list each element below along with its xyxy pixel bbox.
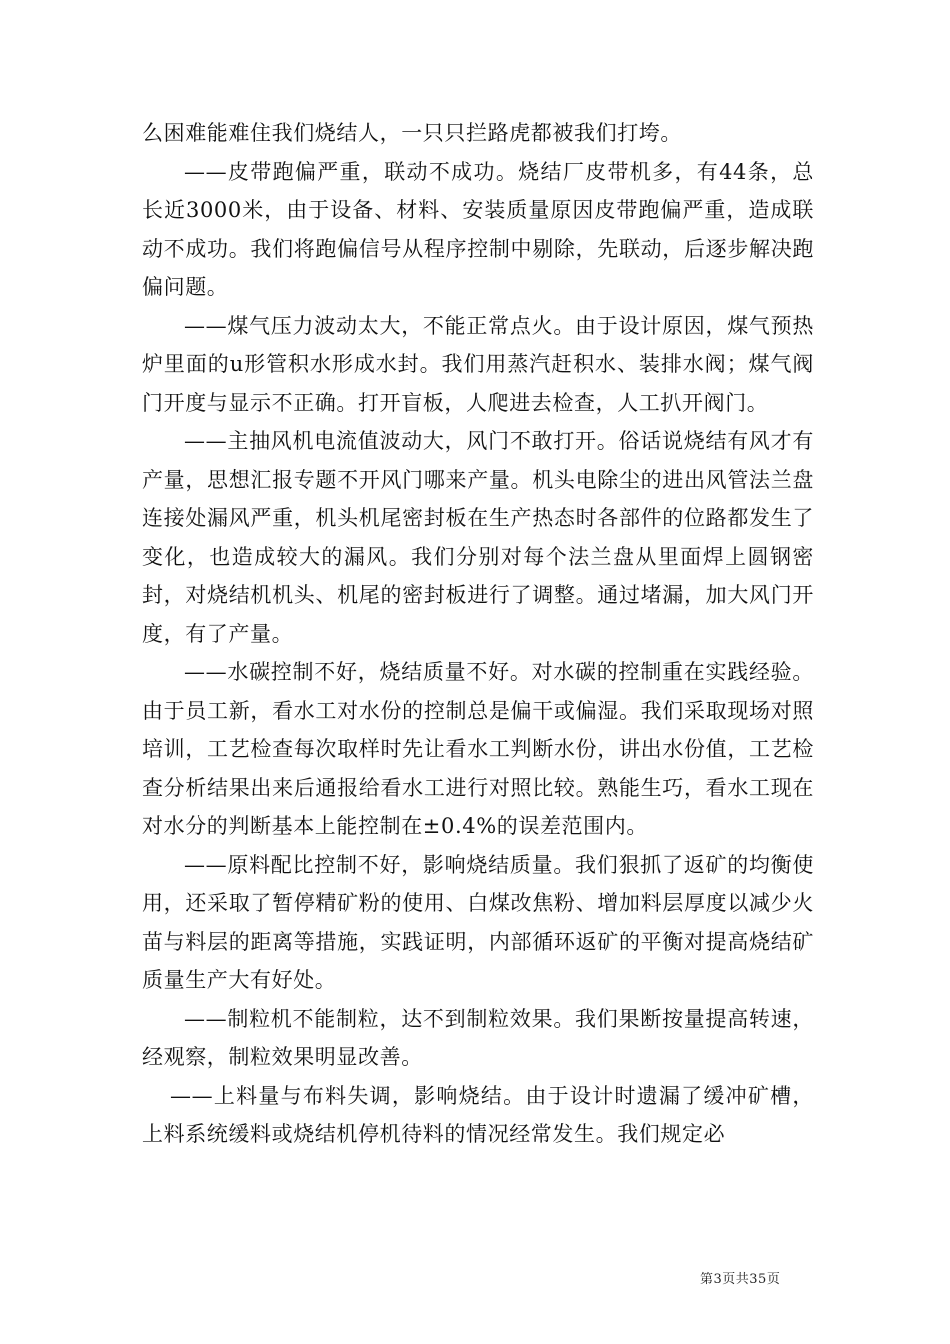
paragraph-raw-material-ratio: ——原料配比控制不好，影响烧结质量。我们狠抓了返矿的均衡使用，还采取了暂停精矿粉的使用、白煤改焦粉、增加料层厚度以减少火苗与料层的距离等措施，实践证明，内部循环返矿的平衡对提高烧结矿质量生产大有好处。 xyxy=(142,852,814,992)
page-number-footer: 第3页共35页 xyxy=(700,1272,781,1287)
paragraph-gas-pressure: ——煤气压力波动太大，不能正常点火。由于设计原因，煤气预热炉里面的u形管积水形成水封。我们用蒸汽赶积水、装排水阀；煤气阀门开度与显示不正确。打开盲板，人爬进去检查，人工扒开阀门。 xyxy=(142,313,814,415)
paragraph-granulator: ——制粒机不能制粒，达不到制粒效果。我们果断按量提高转速，经观察，制粒效果明显改善。 xyxy=(142,1006,814,1069)
paragraph-water-carbon: ——水碳控制不好，烧结质量不好。对水碳的控制重在实践经验。由于员工新，看水工对水份的控制总是偏干或偏湿。我们采取现场对照培训，工艺检查每次取样时先让看水工判断水份，讲出水份值，工艺检查分析结果出来后通报给看水工进行对照比较。熟能生巧，看水工现在对水分的判断基本上能控制在±0.4%的误差范围内。 xyxy=(142,660,814,838)
paragraph-feeding: ——上料量与布料失调，影响烧结。由于设计时遗漏了缓冲矿槽，上料系统缓料或烧结机停机待料的情况经常发生。我们规定必 xyxy=(142,1083,814,1146)
paragraph-belt-deviation: ——皮带跑偏严重，联动不成功。烧结厂皮带机多，有44条，总长近3000米，由于设备、材料、安装质量原因皮带跑偏严重，造成联动不成功。我们将跑偏信号从程序控制中剔除，先联动，后逐步解决跑偏问题。 xyxy=(142,159,814,299)
document-body xyxy=(142,114,814,1154)
paragraph-continuation: 么困难能难住我们烧结人，一只只拦路虎都被我们打垮。 xyxy=(142,121,682,145)
paragraph-main-fan: ——主抽风机电流值波动大，风门不敢打开。俗话说烧结有风才有产量，思想汇报专题不开风门哪来产量。机头电除尘的进出风管法兰盘连接处漏风严重，机头机尾密封板在生产热态时各部件的位路都发生了变化，也造成较大的漏风。我们分别对每个法兰盘从里面焊上圆钢密封，对烧结机机头、机尾的密封板进行了调整。通过堵漏，加大风门开度，有了产量。 xyxy=(142,429,814,646)
